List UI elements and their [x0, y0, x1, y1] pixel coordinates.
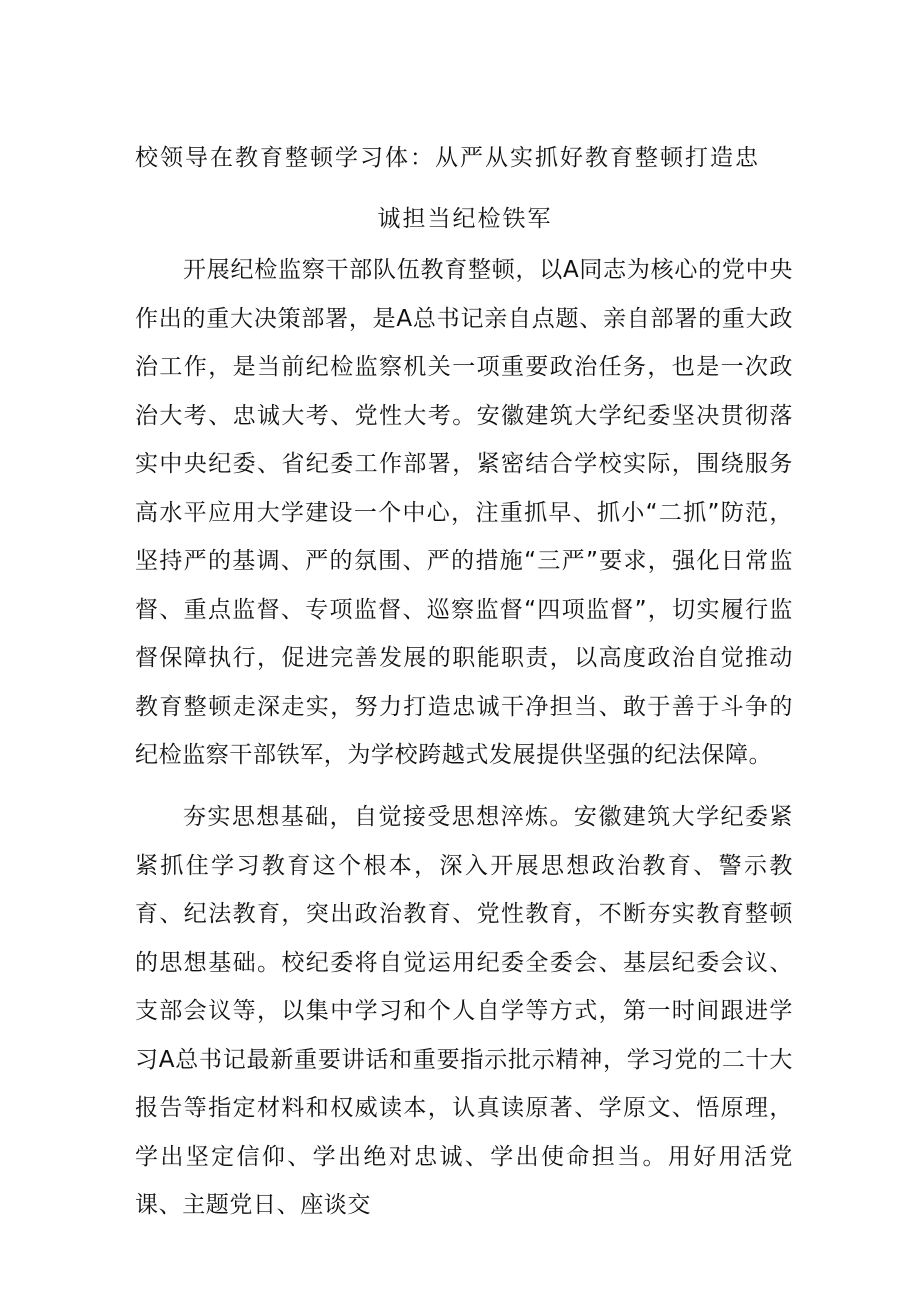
document-title-line-1: 校领导在教育整顿学习体：从严从实抓好教育整顿打造忠	[135, 145, 760, 171]
body-paragraph-1: 开展纪检监察干部队伍教育整顿，以A同志为核心的党中央作出的重大决策部署，是A总书记亲自点题、亲自部署的重大政治工作，是当前纪检监察机关一项重要政治任务，也是一次政治大考、忠诚大考、党性大考。安徽建筑大学纪委坚决贯彻落实中央纪委、省纪委工作部署，紧密结合学校实际，围绕服务高水平应用大学建设一个中心，注重抓早、抓小“二抓”防范，坚持严的基调、严的氛围、严的措施“三严”要求，强化日常监督、重点监督、专项监督、巡察监督“四项监督”，切实履行监督保障执行，促进完善发展的职能职责，以高度政治自觉推动教育整顿走深走实，努力打造忠诚干净担当、敢于善于斗争的纪检监察干部铁军，为学校跨越式发展提供坚强的纪法保障。	[135, 257, 793, 768]
body-paragraph-2: 夯实思想基础，自觉接受思想淬炼。安徽建筑大学纪委紧紧抓住学习教育这个根本，深入开展思想政治教育、警示教育、纪法教育，突出政治教育、党性教育，不断夯实教育整顿的思想基础。校纪委将自觉运用纪委全委会、基层纪委会议、支部会议等，以集中学习和个人自学等方式，第一时间跟进学习A总书记最新重要讲话和重要指示批示精神，学习党的二十大报告等指定材料和权威读本，认真读原著、学原文、悟原理，学出坚定信仰、学出绝对忠诚、学出使命担当。用好用活党课、主题党日、座谈交	[135, 804, 793, 1218]
document-title-line-2: 诚担当纪检铁军	[377, 206, 553, 232]
